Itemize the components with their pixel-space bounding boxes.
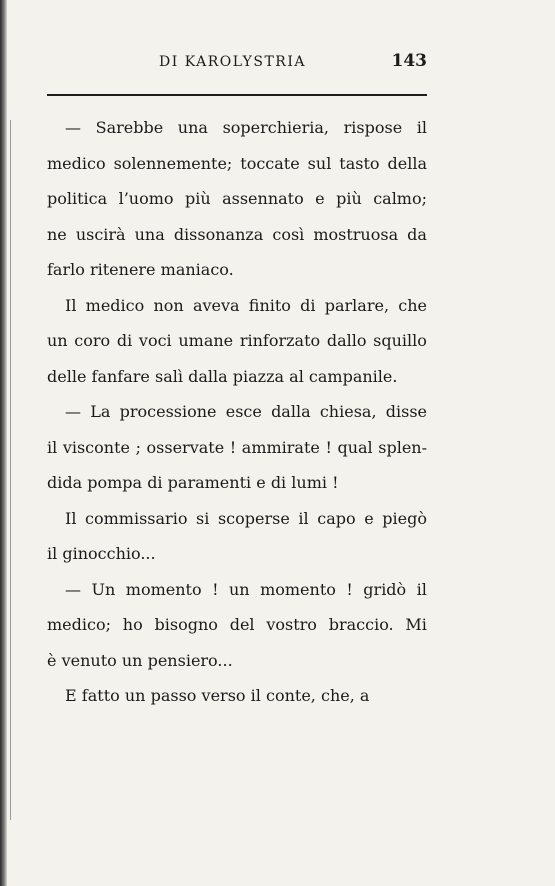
word: un [228, 579, 250, 599]
word: gridò [363, 579, 407, 599]
gutter-shadow [10, 120, 11, 820]
word: finito [248, 295, 291, 315]
word: ne [47, 224, 67, 244]
word: non [153, 295, 184, 315]
word: tasto [339, 153, 380, 173]
text-line [47, 331, 427, 367]
word: l’uomo [118, 189, 174, 208]
word: fanfare [91, 366, 150, 386]
word: bisogno [154, 615, 218, 634]
word: capo [317, 508, 356, 528]
word: dallo [326, 331, 367, 350]
word: ; [135, 437, 141, 457]
word: il [250, 686, 261, 705]
page-binding-edge [0, 0, 7, 886]
word: a [359, 686, 370, 705]
text-line [47, 260, 427, 296]
word: La [90, 402, 111, 421]
word: da [407, 224, 427, 244]
word: mostruosa [313, 224, 399, 244]
word: medico; [47, 615, 111, 634]
word: così [272, 224, 305, 244]
text-line [47, 651, 427, 687]
word: si [196, 508, 210, 528]
word: disse [385, 402, 427, 421]
word: conte, [265, 686, 316, 705]
text-line [47, 544, 427, 580]
word: ginocchio... [62, 544, 156, 563]
word: più [184, 189, 211, 208]
text-line [47, 225, 427, 261]
word: farlo [47, 260, 85, 279]
word: di [300, 295, 316, 315]
word: esce [225, 402, 262, 421]
word: squillo [373, 331, 427, 350]
text-line [47, 189, 427, 225]
word: Un [91, 579, 116, 599]
word: il [47, 437, 58, 457]
word: commissario [85, 508, 188, 528]
text-line [47, 615, 427, 651]
word: chiesa, [319, 402, 377, 421]
word: osservate [146, 437, 225, 457]
word: il [298, 508, 309, 528]
word: aveva [192, 295, 240, 315]
word: ! [332, 473, 339, 492]
word: verso [201, 686, 246, 705]
word: il [47, 544, 58, 563]
word: ritenere [89, 260, 156, 279]
word: lumi [291, 473, 327, 492]
word: — [65, 118, 81, 137]
header-rule [47, 94, 427, 96]
word: dissonanza [173, 224, 264, 244]
text-line [47, 473, 427, 509]
text-line [47, 686, 427, 722]
word: ! [346, 579, 353, 599]
word: — [65, 402, 81, 421]
word: maniaco. [160, 260, 234, 279]
text-line [47, 580, 427, 616]
word: pensiero... [147, 650, 233, 670]
word: Il [65, 508, 77, 528]
word: momento [260, 579, 336, 599]
word: rispose [343, 118, 403, 137]
word: al [289, 366, 304, 386]
word: di [270, 473, 287, 492]
word: che [398, 295, 427, 315]
word: una [177, 118, 208, 137]
word: dalla [271, 402, 311, 421]
word: Il [65, 295, 77, 315]
word: processione [119, 402, 217, 421]
word: salì [154, 366, 183, 386]
word: venuto [61, 650, 117, 670]
word: toccate [240, 153, 300, 173]
word: di [116, 331, 133, 350]
word: ! [325, 437, 332, 457]
word: passo [150, 686, 197, 705]
word: ho [122, 615, 143, 634]
word: paramenti [167, 473, 252, 492]
word: momento [125, 579, 202, 599]
word: Mi [405, 615, 427, 634]
word: e [364, 508, 374, 528]
word: del [229, 615, 255, 634]
word: parlare, [324, 295, 390, 315]
word: solennemente; [113, 153, 233, 173]
word: un [47, 331, 68, 350]
word: umane [178, 331, 234, 350]
word: pompa [87, 473, 143, 492]
word: ammirate [241, 437, 320, 457]
text-line [47, 296, 427, 332]
word: piegò [382, 508, 427, 528]
word: è [47, 650, 57, 670]
word: assennato [222, 189, 304, 208]
word: medico [85, 295, 145, 315]
word: della [387, 153, 427, 173]
word: piazza [232, 366, 285, 386]
word: delle [47, 366, 87, 386]
word: ! [229, 437, 237, 457]
word: campanile. [308, 366, 398, 386]
word: e [315, 189, 325, 208]
word: soperchieria, [222, 118, 330, 137]
word: E [65, 686, 77, 705]
word: uscirà [75, 224, 126, 244]
running-title: DI KAROLYSTRIA [159, 54, 306, 70]
text-line [47, 509, 427, 545]
text-line [47, 402, 427, 438]
word: una [134, 224, 165, 244]
word: calmo; [373, 189, 427, 208]
word: Sarebbe [95, 118, 164, 137]
word: coro [74, 331, 111, 350]
text-line [47, 367, 427, 403]
word: medico [47, 153, 106, 173]
word: voci [138, 331, 172, 350]
word: splen- [378, 437, 427, 457]
word: ! [212, 579, 219, 599]
word: dida [47, 473, 83, 492]
body-text [47, 118, 427, 722]
word: fatto [81, 686, 120, 705]
word: — [65, 579, 81, 599]
word: di [147, 473, 163, 492]
word: il [416, 118, 427, 137]
word: visconte [62, 437, 130, 457]
page-number: 143 [391, 51, 427, 71]
word: un [124, 686, 146, 705]
word: che, [320, 686, 355, 705]
word: sul [307, 153, 332, 173]
text-line [47, 154, 427, 190]
word: vostro [266, 615, 317, 634]
word: più [336, 189, 362, 208]
word: dalla [188, 366, 228, 386]
word: qual [337, 437, 373, 457]
word: scoperse [217, 508, 290, 528]
word: il [416, 579, 427, 599]
word: un [121, 650, 143, 670]
page-header [47, 50, 427, 76]
word: e [256, 473, 266, 492]
text-line [47, 438, 427, 474]
text-line [47, 118, 427, 154]
word: rinforzato [239, 331, 321, 350]
word: politica [47, 189, 108, 208]
word: braccio. [328, 615, 394, 634]
